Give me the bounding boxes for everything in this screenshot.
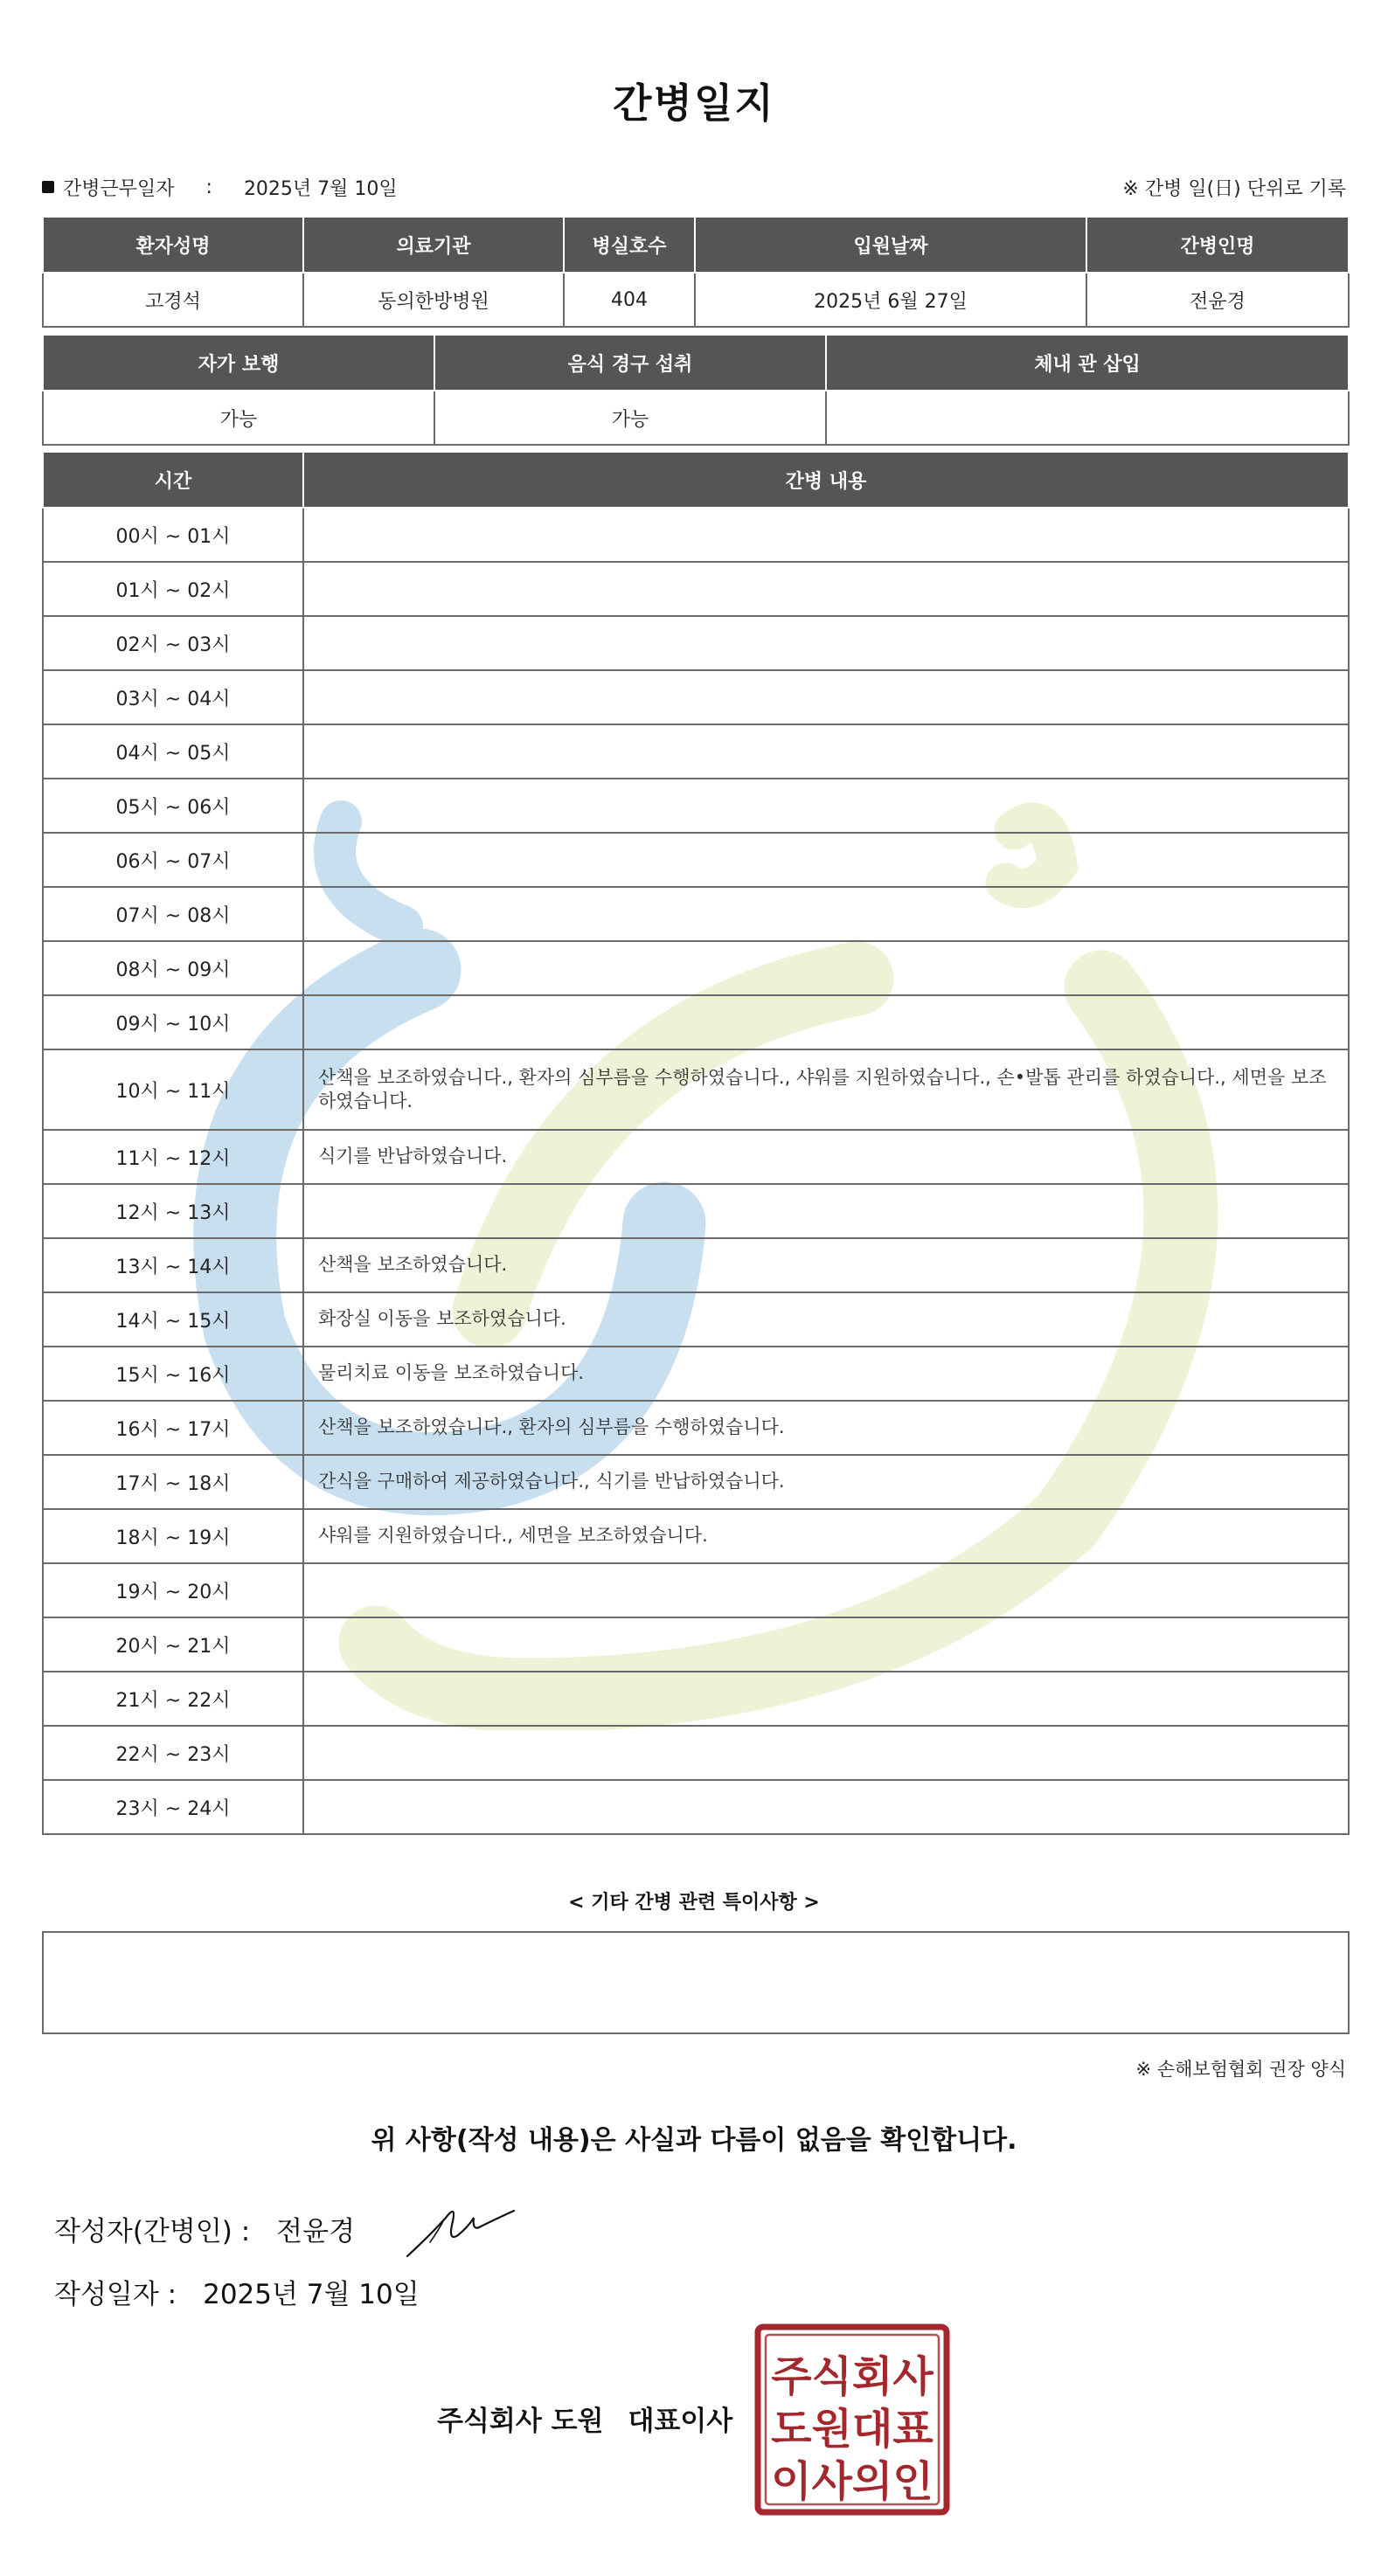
log-row	[43, 670, 1349, 724]
log-row	[43, 1347, 1349, 1401]
log-time-cell: 21시 ~ 22시	[43, 1672, 303, 1726]
log-time-cell: 12시 ~ 13시	[43, 1184, 303, 1238]
log-content-cell	[303, 616, 1349, 670]
log-content-cell	[303, 1726, 1349, 1780]
log-content-cell	[303, 1617, 1349, 1672]
log-content-cell	[303, 995, 1349, 1049]
header-patient-name: 환자성명	[43, 217, 303, 273]
seal-text-line: 주식회사	[771, 2352, 933, 2401]
log-time-cell: 22시 ~ 23시	[43, 1726, 303, 1780]
patient-info-header-row	[43, 217, 1349, 273]
log-content-cell	[303, 670, 1349, 724]
log-header-row	[43, 452, 1349, 508]
writer-date-line	[54, 2272, 420, 2311]
log-row	[43, 1563, 1349, 1617]
log-row	[43, 724, 1349, 779]
record-note: ※ 간병 일(日) 단위로 기록	[1122, 177, 1346, 200]
log-row	[43, 562, 1349, 616]
seal-text-line: 이사의인	[771, 2457, 933, 2506]
log-content-cell: 산책을 보조하였습니다.	[303, 1238, 1349, 1292]
log-row	[43, 995, 1349, 1049]
log-content-cell	[303, 562, 1349, 616]
log-time-cell: 19시 ~ 20시	[43, 1563, 303, 1617]
self-walking-value: 가능	[43, 391, 434, 445]
log-row	[43, 616, 1349, 670]
tube-insertion-value	[826, 391, 1349, 445]
patient-info-table	[42, 216, 1350, 328]
writer-date-value: 2025년 7월 10일	[203, 2279, 420, 2310]
log-row	[43, 887, 1349, 941]
log-row	[43, 1780, 1349, 1834]
log-content-cell	[303, 1563, 1349, 1617]
log-content-cell: 간식을 구매하여 제공하였습니다., 식기를 반납하였습니다.	[303, 1455, 1349, 1509]
log-content-cell	[303, 833, 1349, 887]
log-time-cell: 05시 ~ 06시	[43, 779, 303, 833]
log-row	[43, 1455, 1349, 1509]
log-content-cell	[303, 779, 1349, 833]
writer-date-label: 작성일자 :	[54, 2279, 177, 2310]
header-tube-insertion: 체내 관 삽입	[826, 335, 1349, 391]
company-name: 주식회사 도원	[437, 2406, 604, 2437]
log-time-cell: 15시 ~ 16시	[43, 1347, 303, 1401]
log-row	[43, 1401, 1349, 1455]
company-title: 대표이사	[628, 2406, 733, 2437]
work-date-label: 간병근무일자	[63, 177, 175, 200]
hourly-care-log-table	[42, 451, 1350, 1835]
log-time-cell: 02시 ~ 03시	[43, 616, 303, 670]
log-content-cell: 산책을 보조하였습니다., 환자의 심부름을 수행하였습니다., 샤워를 지원하였습니다., 손•발톱 관리를 하였습니다., 세면을 보조하였습니다.	[303, 1049, 1349, 1130]
log-time-cell: 18시 ~ 19시	[43, 1509, 303, 1563]
log-row	[43, 941, 1349, 995]
log-time-cell: 13시 ~ 14시	[43, 1238, 303, 1292]
log-time-cell: 06시 ~ 07시	[43, 833, 303, 887]
header-caregiver-name: 간병인명	[1086, 217, 1349, 273]
log-row	[43, 1617, 1349, 1672]
log-row	[43, 1292, 1349, 1347]
log-content-cell	[303, 724, 1349, 779]
log-content-cell: 산책을 보조하였습니다., 환자의 심부름을 수행하였습니다.	[303, 1401, 1349, 1455]
log-time-cell: 10시 ~ 11시	[43, 1049, 303, 1130]
log-time-cell: 16시 ~ 17시	[43, 1401, 303, 1455]
log-content-cell	[303, 1672, 1349, 1726]
patient-info-value-row	[43, 273, 1349, 327]
log-row	[43, 1049, 1349, 1130]
log-content-cell	[303, 1780, 1349, 1834]
log-row	[43, 1726, 1349, 1780]
log-content-cell: 샤워를 지원하였습니다., 세면을 보조하였습니다.	[303, 1509, 1349, 1563]
log-row	[43, 833, 1349, 887]
confirmation-statement: 위 사항(작성 내용)은 사실과 다름이 없음을 확인합니다.	[371, 2125, 1017, 2156]
work-date	[42, 174, 398, 201]
log-content-cell: 식기를 반납하였습니다.	[303, 1130, 1349, 1184]
log-time-cell: 23시 ~ 24시	[43, 1780, 303, 1834]
log-content-cell: 물리치료 이동을 보조하였습니다.	[303, 1347, 1349, 1401]
log-row	[43, 508, 1349, 562]
log-content-cell	[303, 508, 1349, 562]
header-self-walking: 자가 보행	[43, 335, 434, 391]
log-row	[43, 1184, 1349, 1238]
institution: 동의한방병원	[303, 273, 564, 327]
log-time-cell: 11시 ~ 12시	[43, 1130, 303, 1184]
seal-text-line: 도원대표	[771, 2405, 933, 2454]
writer-label: 작성자(간병인) :	[54, 2216, 251, 2247]
log-row	[43, 779, 1349, 833]
log-row	[43, 1130, 1349, 1184]
document-title: 간병일지	[613, 80, 775, 127]
status-header-row	[43, 335, 1349, 391]
patient-name: 고경석	[43, 273, 303, 327]
log-time-cell: 20시 ~ 21시	[43, 1617, 303, 1672]
log-content-cell: 화장실 이동을 보조하였습니다.	[303, 1292, 1349, 1347]
log-content-cell	[303, 887, 1349, 941]
log-time-cell: 14시 ~ 15시	[43, 1292, 303, 1347]
log-row	[43, 1672, 1349, 1726]
special-notes-box	[42, 1931, 1350, 2034]
log-time-cell: 07시 ~ 08시	[43, 887, 303, 941]
work-date-separator: :	[205, 176, 212, 198]
writer-name: 전윤경	[276, 2216, 356, 2247]
log-time-cell: 09시 ~ 10시	[43, 995, 303, 1049]
handwritten-signature	[404, 2192, 517, 2261]
log-time-cell: 04시 ~ 05시	[43, 724, 303, 779]
caregiver-name: 전윤경	[1086, 273, 1349, 327]
header-institution: 의료기관	[303, 217, 564, 273]
oral-intake-value: 가능	[434, 391, 826, 445]
header-oral-intake: 음식 경구 섭취	[434, 335, 826, 391]
log-content-cell	[303, 941, 1349, 995]
patient-status-table	[42, 334, 1350, 446]
special-notes-label: < 기타 간병 관련 특이사항 >	[568, 1892, 820, 1914]
room-number: 404	[564, 273, 695, 327]
work-date-value: 2025년 7월 10일	[243, 177, 398, 200]
square-bullet-icon	[42, 181, 54, 193]
log-time-cell: 03시 ~ 04시	[43, 670, 303, 724]
log-row	[43, 1238, 1349, 1292]
status-value-row	[43, 391, 1349, 445]
company-seal-stamp	[753, 2323, 951, 2517]
log-content-cell	[303, 1184, 1349, 1238]
log-row	[43, 1509, 1349, 1563]
log-time-cell: 01시 ~ 02시	[43, 562, 303, 616]
company-signature-line	[437, 2399, 732, 2438]
writer-line	[54, 2209, 355, 2248]
admission-date: 2025년 6월 27일	[695, 273, 1086, 327]
form-source-footnote: ※ 손해보험협회 권장 양식	[1135, 2059, 1346, 2080]
log-rows	[43, 508, 1349, 1834]
log-time-cell: 08시 ~ 09시	[43, 941, 303, 995]
header-care-content: 간병 내용	[303, 452, 1349, 508]
log-time-cell: 00시 ~ 01시	[43, 508, 303, 562]
header-time: 시간	[43, 452, 303, 508]
header-room-number: 병실호수	[564, 217, 695, 273]
meta-row	[42, 171, 1346, 203]
log-time-cell: 17시 ~ 18시	[43, 1455, 303, 1509]
header-admission-date: 입원날짜	[695, 217, 1086, 273]
